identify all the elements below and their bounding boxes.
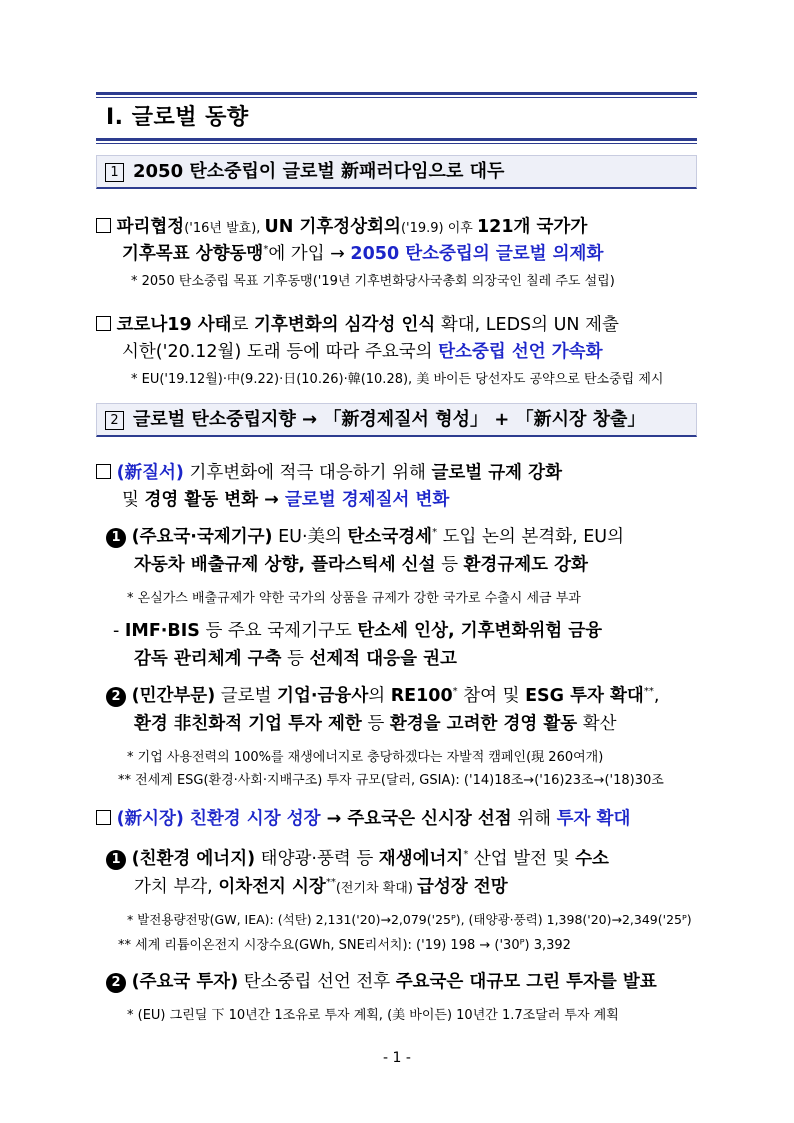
footnote: * 온실가스 배출규제가 약한 국가의 상품을 규제가 강한 국가로 수출시 세금 부과 — [127, 591, 581, 606]
paragraph-line: 파리협정('16년 발효), UN 기후정상회의('19.9) 이후 121개 국가가 — [96, 213, 587, 238]
number-bullet-icon: 1 — [106, 850, 126, 870]
section-1-header — [96, 155, 697, 189]
footnote: * 발전용량전망(GW, IEA): (석탄) 2,131('20)→2,079('25ᴾ), (태양광·풍력) 1,398('20)→2,349('25ᴾ) — [127, 912, 692, 927]
paragraph-line: (新시장) 친환경 시장 성장 → 주요국은 신시장 선점 위해 투자 확대 — [96, 805, 630, 830]
numbered-item-line: 가치 부각, 이차전지 시장**(전기차 확대) 급성장 전망 — [134, 877, 508, 897]
number-bullet-icon: 2 — [106, 687, 126, 707]
numbered-item-line: 2 (주요국 투자) 탄소중립 선언 전후 주요국은 대규모 그린 투자를 발표 — [106, 968, 657, 993]
square-bullet-icon — [96, 810, 111, 825]
section-number: 2 — [105, 411, 124, 430]
footnote: * 기업 사용전력의 100%를 재생에너지로 충당하겠다는 자발적 캠페인(現 260여개) — [127, 750, 604, 765]
footnote: ** 세계 리튬이온전지 시장수요(GWh, SNE리서치): ('19) 198 → ('30ᴾ) 3,392 — [118, 938, 571, 953]
dash-item-line: - IMF·BIS 등 주요 국제기구도 탄소세 인상, 기후변화위험 금융 — [113, 621, 603, 641]
paragraph-line: 기후목표 상향동맹*에 가입 → 2050 탄소중립의 글로벌 의제화 — [122, 244, 604, 264]
footnote: * (EU) 그린딜 下 10년간 1조유로 투자 계획, (美 바이든) 10년간 1.7조달러 투자 계획 — [127, 1008, 619, 1023]
square-bullet-icon — [96, 218, 111, 233]
square-bullet-icon — [96, 316, 111, 331]
section-number: 1 — [105, 163, 124, 182]
numbered-item-line: 1 (친환경 에너지) 태양광·풍력 등 재생에너지* 산업 발전 및 수소 — [106, 845, 609, 870]
dash-item-line: 감독 관리체계 구축 등 선제적 대응을 권고 — [134, 649, 457, 669]
numbered-item-line: 환경 非친화적 기업 투자 제한 등 환경을 고려한 경영 활동 확산 — [134, 714, 617, 734]
numbered-item-line: 자동차 배출규제 상향, 플라스틱세 신설 등 환경규제도 강화 — [134, 555, 588, 575]
chapter-title: Ⅰ. 글로벌 동향 — [106, 105, 249, 130]
paragraph-line: (新질서) 기후변화에 적극 대응하기 위해 글로벌 규제 강화 — [96, 459, 562, 484]
footnote: * EU('19.12월)·中(9.22)·日(10.26)·韓(10.28), 美 바이든 당선자도 공약으로 탄소중립 제시 — [131, 372, 664, 387]
numbered-item-line: 2 (민간부문) 글로벌 기업·금융사의 RE100* 참여 및 ESG 투자 확대**, — [106, 682, 659, 707]
bottom-double-rule — [96, 138, 697, 144]
footnote: * 2050 탄소중립 목표 기후동맹('19년 기후변화당사국총회 의장국인 칠레 주도 설립) — [131, 274, 615, 289]
page-number: - 1 - — [383, 1050, 411, 1066]
section-title: 2050 탄소중립이 글로벌 新패러다임으로 대두 — [133, 161, 505, 182]
section-title: 글로벌 탄소중립지향 → 「新경제질서 형성」 + 「新시장 창출」 — [133, 409, 646, 430]
number-bullet-icon: 2 — [106, 973, 126, 993]
square-bullet-icon — [96, 464, 111, 479]
chapter-heading — [96, 92, 697, 144]
paragraph-line: 및 경영 활동 변화 → 글로벌 경제질서 변화 — [122, 490, 450, 510]
paragraph-line: 코로나19 사태로 기후변화의 심각성 인식 확대, LEDS의 UN 제출 — [96, 311, 619, 336]
footnote: ** 전세계 ESG(환경·사회·지배구조) 투자 규모(달러, GSIA): ('14)18조→('16)23조→('18)30조 — [118, 773, 664, 788]
number-bullet-icon: 1 — [106, 528, 126, 548]
numbered-item-line: 1 (주요국·국제기구) EU·美의 탄소국경세* 도입 논의 본격화, EU의 — [106, 523, 624, 548]
paragraph-line: 시한('20.12월) 도래 등에 따라 주요국의 탄소중립 선언 가속화 — [122, 342, 603, 362]
section-2-header — [96, 403, 697, 437]
